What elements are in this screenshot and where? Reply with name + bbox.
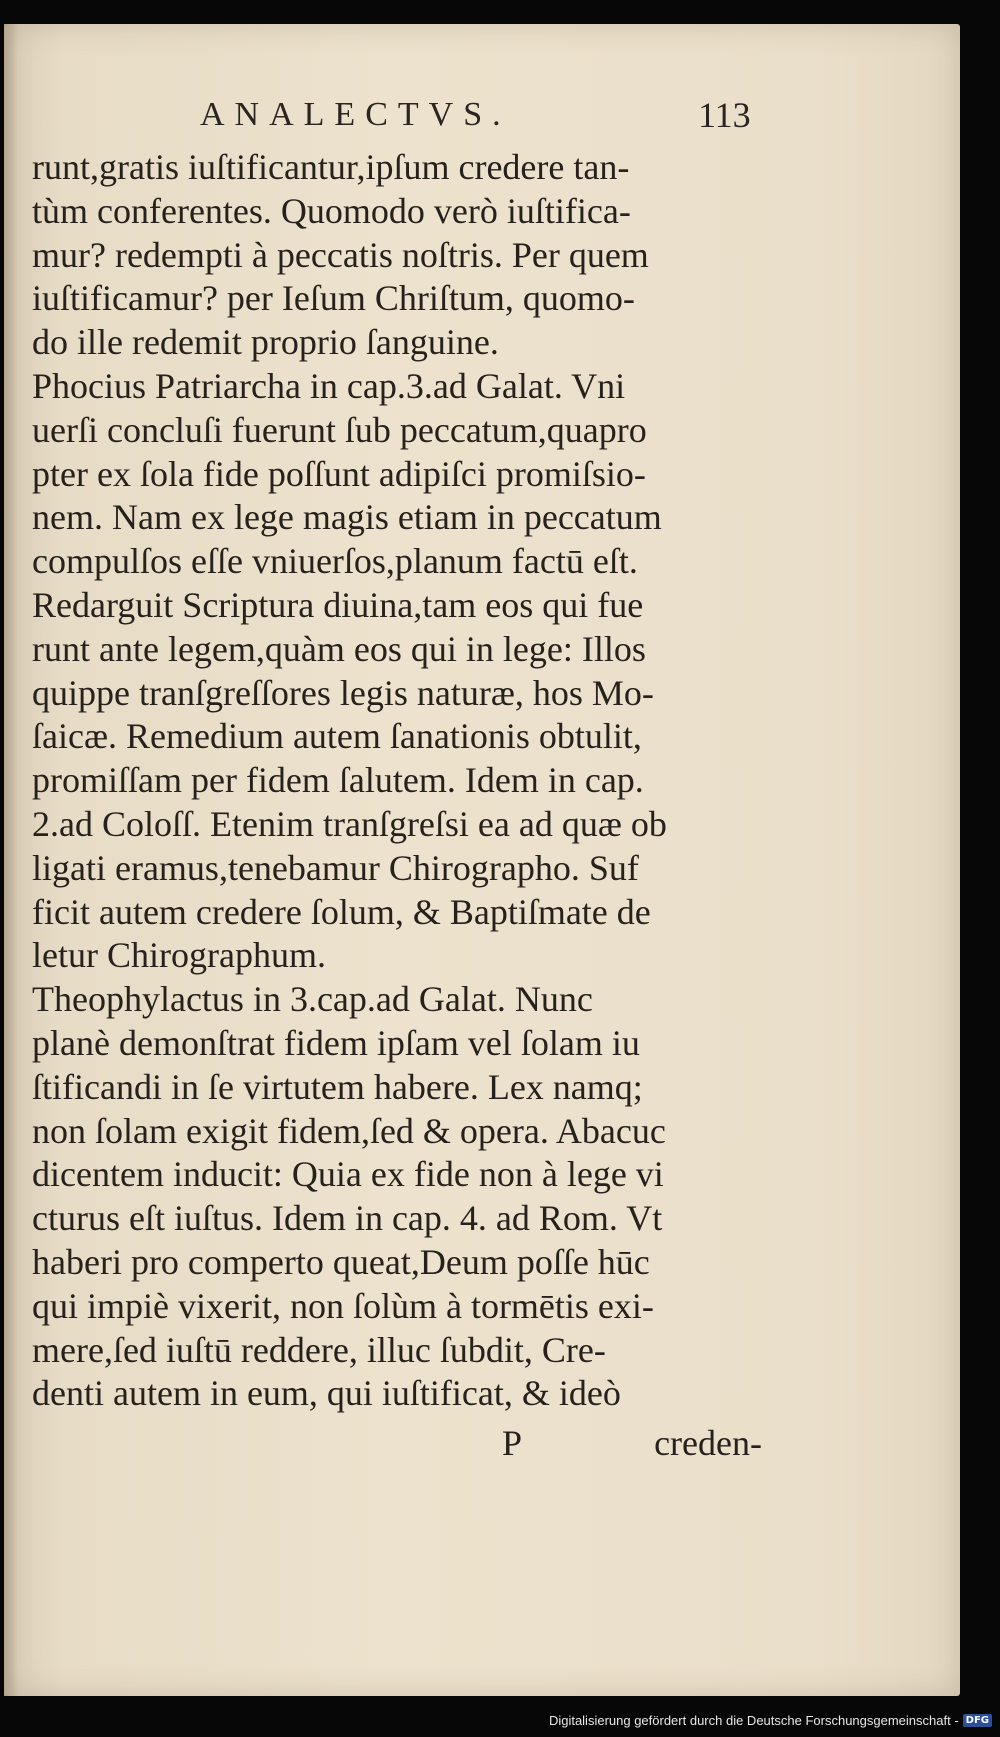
dfg-logo: DFG	[963, 1714, 992, 1727]
text-line: Phocius Patriarcha in cap.3.ad Galat. Vni	[32, 365, 626, 406]
text-line: ſtificandi in ſe virtutem habere. Lex namq;	[32, 1066, 643, 1107]
digitization-credit	[549, 1709, 992, 1731]
text-line: ſaicæ. Remedium autem ſanationis obtulit,	[32, 716, 642, 757]
text-line: do ille redemit proprio ſanguine.	[32, 322, 499, 363]
text-line: letur Chirographum.	[32, 935, 326, 976]
text-line: runt,gratis iuſtificantur,ipſum credere tan-	[32, 147, 630, 187]
text-line: tùm conferentes. Quomodo verò iuſtifica-	[32, 190, 631, 231]
page-gutter-shadow	[4, 24, 18, 1696]
body-text	[32, 146, 762, 1416]
text-line: mur? redempti à peccatis noſtris. Per quem	[32, 234, 649, 275]
text-line: promiſſam per fidem ſalutem. Idem in cap.	[32, 760, 644, 801]
text-line: Theophylactus in 3.cap.ad Galat. Nunc	[32, 979, 593, 1020]
text-line: dicentem inducit: Quia ex fide non à lege vi	[32, 1154, 664, 1195]
text-line: denti autem in eum, qui iuſtificat, & ideò	[32, 1373, 621, 1414]
text-line: Redarguit Scriptura diuina,tam eos qui fue	[32, 584, 644, 625]
text-line: compulſos eſſe vniuerſos,planum factū eſt.	[32, 541, 638, 582]
text-line: iuſtificamur? per Ieſum Chriſtum, quomo-	[32, 278, 635, 319]
text-line: 2.ad Coloſſ. Etenim tranſgreſsi ea ad quæ ob	[32, 803, 667, 844]
text-line: cturus eſt iuſtus. Idem in cap. 4. ad Rom. Vt	[32, 1198, 663, 1239]
text-line: quippe tranſgreſſores legis naturæ, hos Mo-	[32, 672, 654, 713]
catchword-line	[32, 1422, 762, 1466]
page-number: 113	[698, 95, 751, 135]
signature-mark: P	[502, 1423, 523, 1463]
text-line: pter ex ſola fide poſſunt adipiſci promiſsio-	[32, 453, 646, 494]
catchword: creden-	[654, 1423, 762, 1463]
text-line: ficit autem credere ſolum, & Baptiſmate de	[32, 891, 651, 932]
text-line: qui impiè vixerit, non ſolùm à tormētis exi-	[32, 1285, 654, 1326]
text-line: runt ante legem,quàm eos qui in lege: Illos	[32, 628, 646, 669]
running-head: ANALECTVS.	[200, 96, 511, 133]
credit-text: Digitalisierung gefördert durch die Deutsche Forschungsgemeinschaft -	[548, 1712, 959, 1728]
text-line: haberi pro comperto queat,Deum poſſe hūc	[32, 1241, 650, 1282]
text-line: planè demonſtrat fidem ipſam vel ſolam iu	[32, 1022, 640, 1063]
text-line: uerſi concluſi fuerunt ſub peccatum,quapro	[32, 409, 647, 450]
text-line: mere,ſed iuſtū reddere, illuc ſubdit, Cre-	[32, 1329, 606, 1370]
text-line: non ſolam exigit fidem,ſed & opera. Abacuc	[32, 1110, 666, 1151]
text-line: ligati eramus,tenebamur Chirographo. Suf	[32, 847, 639, 888]
text-line: nem. Nam ex lege magis etiam in peccatum	[32, 497, 662, 538]
